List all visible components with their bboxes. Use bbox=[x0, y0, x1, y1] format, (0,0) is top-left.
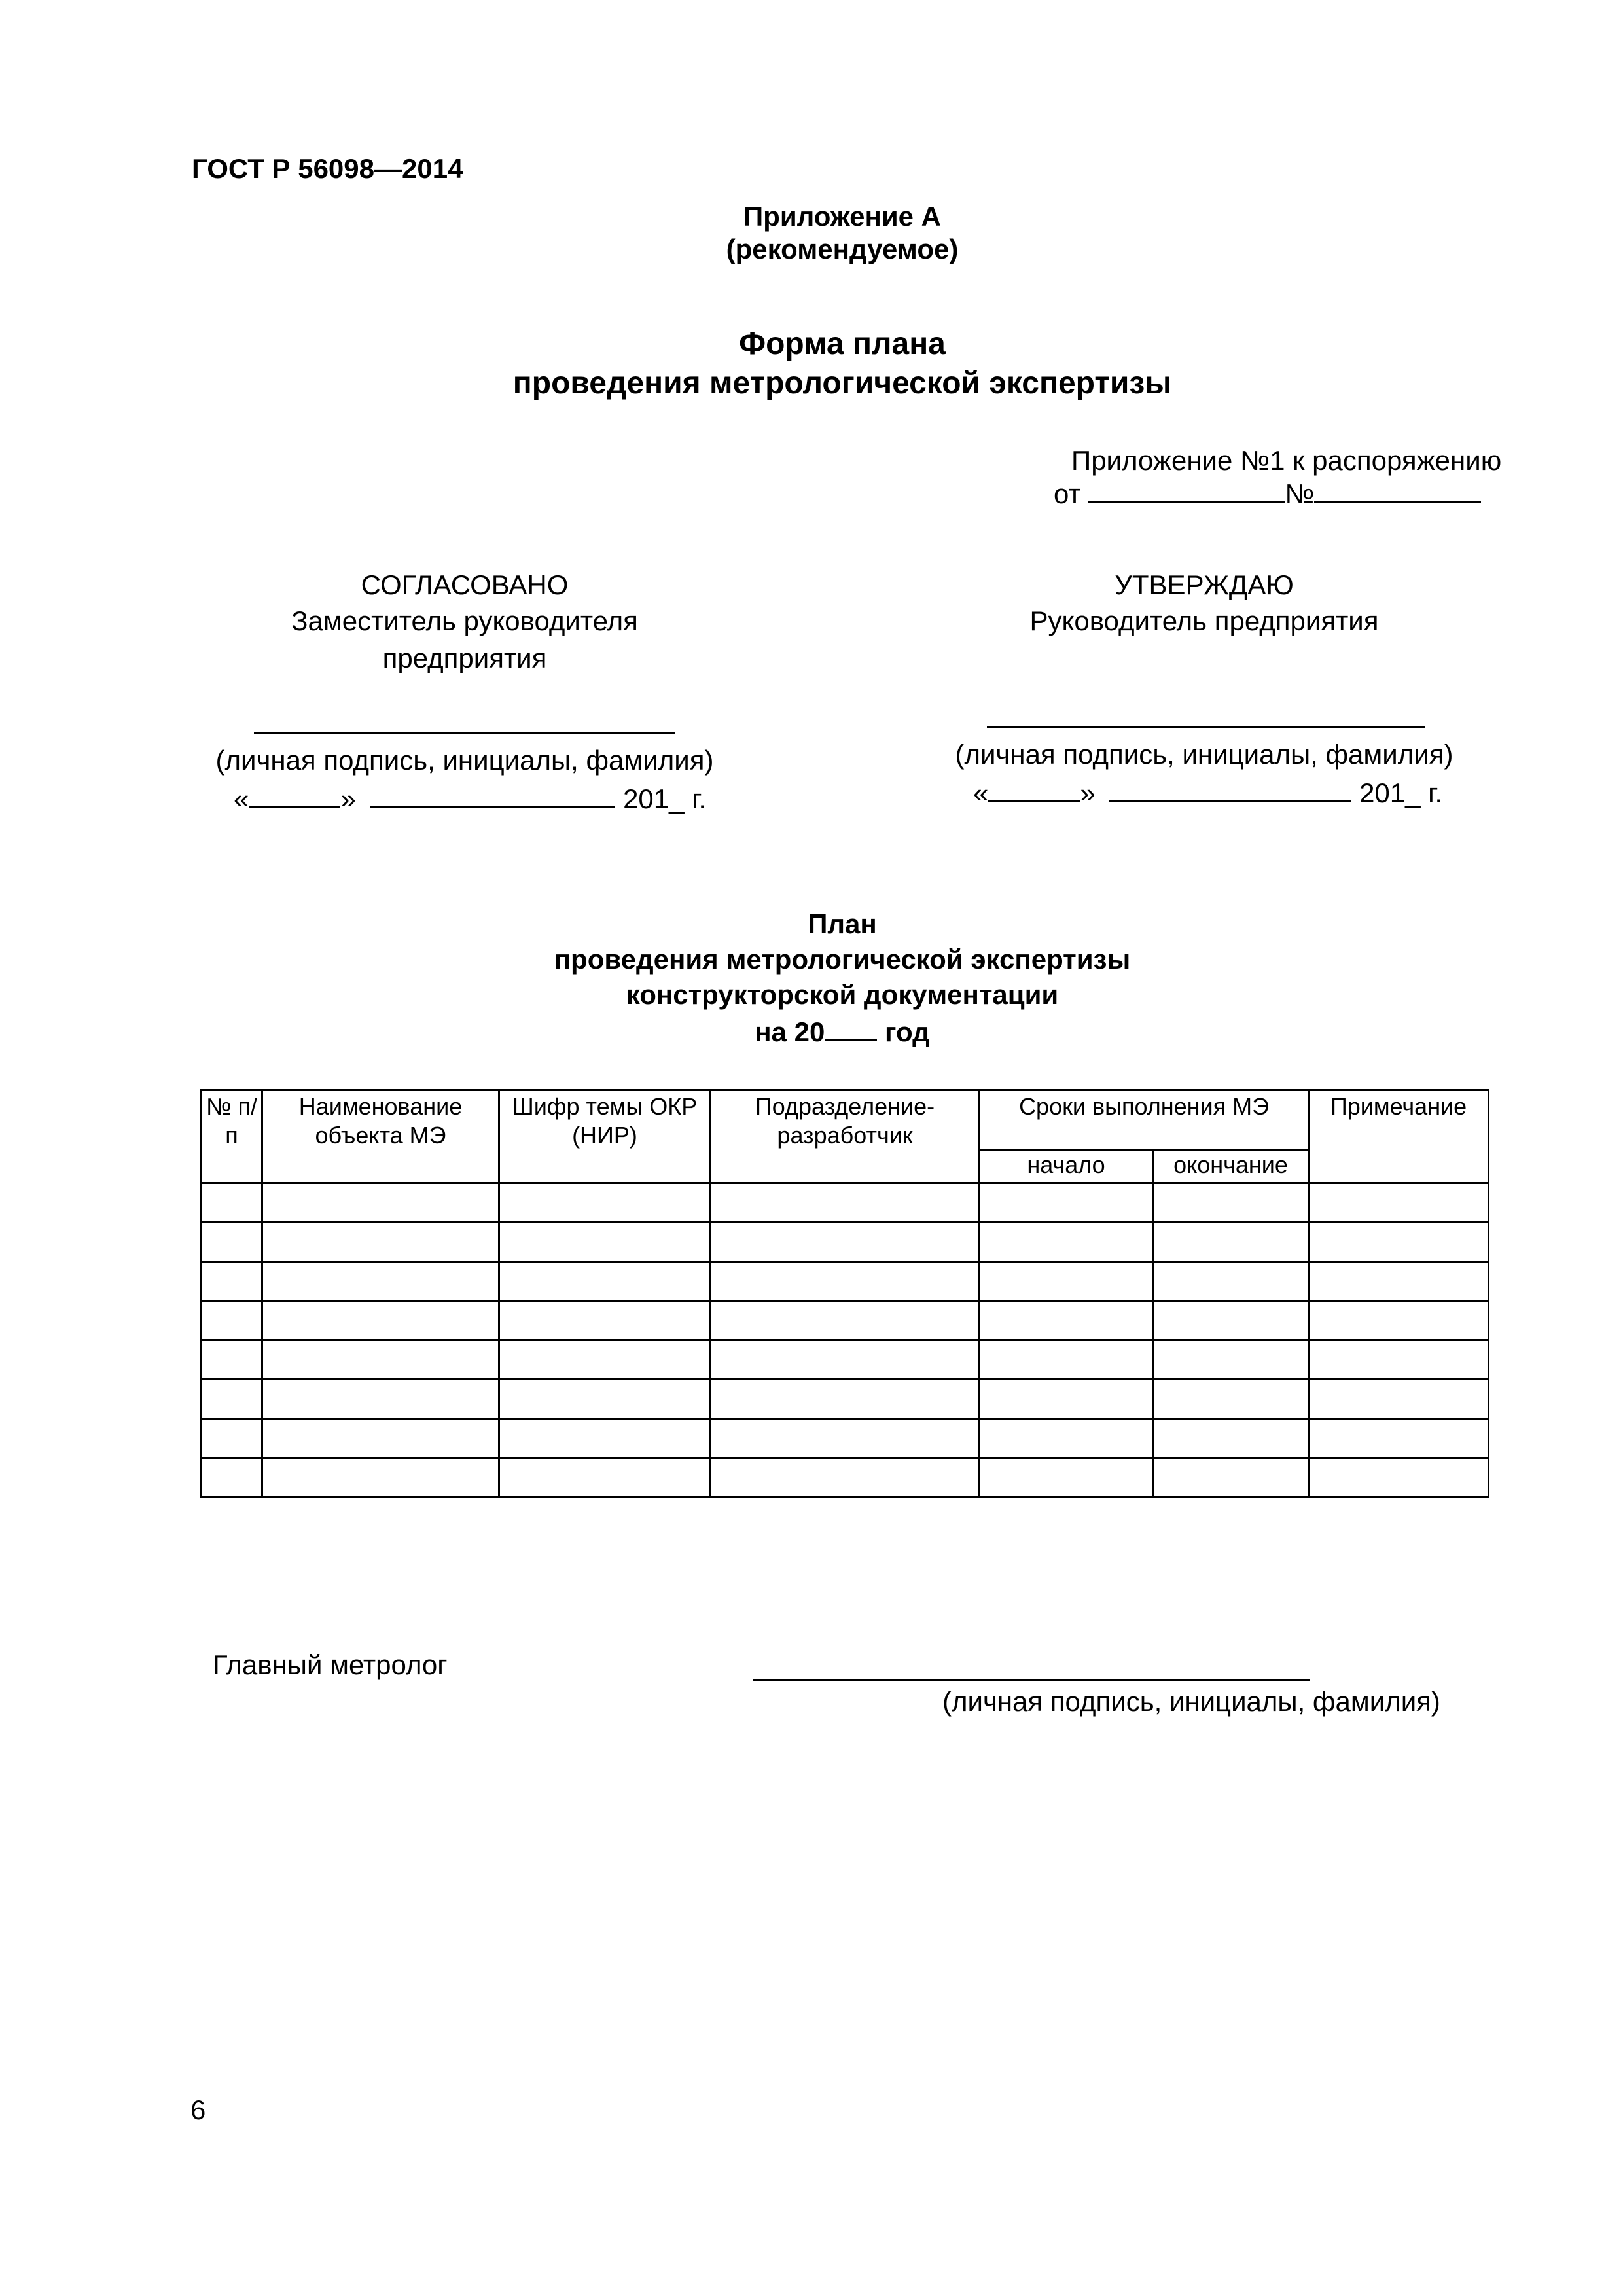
table-row bbox=[202, 1380, 1489, 1419]
order-number-label: № bbox=[1285, 478, 1315, 509]
agreed-day-blank bbox=[249, 780, 340, 808]
agreed-signature-line bbox=[254, 732, 675, 734]
table-cell bbox=[262, 1419, 499, 1458]
approved-signature-line bbox=[987, 726, 1425, 728]
table-cell bbox=[262, 1223, 499, 1262]
agreed-position-line1: Заместитель руководителя bbox=[291, 605, 638, 636]
agreed-signature-caption: (личная подпись, инициалы, фамилия) bbox=[215, 745, 714, 776]
table-cell bbox=[499, 1183, 711, 1223]
table-cell bbox=[980, 1183, 1153, 1223]
table-cell bbox=[711, 1458, 980, 1498]
table-cell bbox=[1309, 1380, 1489, 1419]
table-cell bbox=[1153, 1380, 1309, 1419]
table-cell bbox=[711, 1183, 980, 1223]
agreed-open-quote: « bbox=[234, 783, 249, 814]
table-cell bbox=[980, 1419, 1153, 1458]
table-cell bbox=[1153, 1419, 1309, 1458]
table-cell bbox=[499, 1301, 711, 1340]
table-cell bbox=[202, 1458, 262, 1498]
approved-open-quote: « bbox=[973, 778, 989, 808]
table-cell bbox=[499, 1419, 711, 1458]
metrologist-signature-line bbox=[753, 1679, 1310, 1681]
table-cell bbox=[980, 1301, 1153, 1340]
table-cell bbox=[1309, 1262, 1489, 1301]
plan-year-blank bbox=[825, 1013, 877, 1041]
approved-position: Руководитель предприятия bbox=[1029, 605, 1379, 636]
table-cell bbox=[1153, 1183, 1309, 1223]
chief-metrologist-label: Главный метролог bbox=[213, 1649, 448, 1680]
table-cell bbox=[1309, 1183, 1489, 1223]
table-cell bbox=[262, 1301, 499, 1340]
agreed-heading: СОГЛАСОВАНО bbox=[361, 569, 569, 600]
table-cell bbox=[711, 1223, 980, 1262]
table-cell bbox=[1309, 1223, 1489, 1262]
table-cell bbox=[202, 1380, 262, 1419]
table-cell bbox=[1153, 1301, 1309, 1340]
table-cell bbox=[980, 1223, 1153, 1262]
table-cell bbox=[1153, 1223, 1309, 1262]
table-cell bbox=[711, 1340, 980, 1380]
approved-heading: УТВЕРЖДАЮ bbox=[1115, 569, 1294, 600]
agreed-month-blank bbox=[370, 780, 615, 808]
table-row bbox=[202, 1223, 1489, 1262]
table-cell bbox=[202, 1419, 262, 1458]
header-start: начало bbox=[980, 1150, 1153, 1183]
table-cell bbox=[202, 1183, 262, 1223]
order-date-number bbox=[1054, 475, 1499, 511]
table-cell bbox=[499, 1340, 711, 1380]
approved-year: 201_ г. bbox=[1359, 778, 1443, 808]
table-row bbox=[202, 1183, 1489, 1223]
plan-year-suffix: год bbox=[885, 1016, 930, 1047]
table-cell bbox=[262, 1183, 499, 1223]
approved-signature-caption: (личная подпись, инициалы, фамилия) bbox=[955, 739, 1454, 770]
appendix-status: (рекомендуемое) bbox=[726, 234, 959, 264]
header-department: Подразделение- разработчик bbox=[711, 1090, 980, 1183]
header-number: № п/ п bbox=[202, 1090, 262, 1183]
table-row bbox=[202, 1340, 1489, 1380]
table-cell bbox=[202, 1262, 262, 1301]
table-cell bbox=[499, 1262, 711, 1301]
table-cell bbox=[1309, 1340, 1489, 1380]
approved-month-blank bbox=[1109, 774, 1351, 802]
table-cell bbox=[499, 1458, 711, 1498]
table-cell bbox=[499, 1380, 711, 1419]
agreed-close-quote: » bbox=[340, 783, 356, 814]
table-cell bbox=[711, 1380, 980, 1419]
agreed-year: 201_ г. bbox=[623, 783, 707, 814]
header-topic-code: Шифр темы ОКР (НИР) bbox=[499, 1090, 711, 1183]
table-cell bbox=[1153, 1458, 1309, 1498]
table-cell bbox=[711, 1301, 980, 1340]
document-header: ГОСТ Р 56098—2014 bbox=[192, 153, 463, 184]
plan-table bbox=[200, 1089, 1489, 1498]
plan-title-line3: конструкторской документации bbox=[626, 979, 1059, 1010]
header-end: окончание bbox=[1153, 1150, 1309, 1183]
header-object-name: Наименование объекта МЭ bbox=[262, 1090, 499, 1183]
table-row bbox=[202, 1301, 1489, 1340]
approved-day-blank bbox=[988, 774, 1080, 802]
order-reference: Приложение №1 к распоряжению bbox=[1071, 445, 1502, 476]
table-cell bbox=[980, 1340, 1153, 1380]
appendix-title: Приложение А bbox=[743, 201, 942, 232]
table-cell bbox=[980, 1262, 1153, 1301]
table-cell bbox=[1153, 1262, 1309, 1301]
agreed-date-line bbox=[234, 780, 706, 816]
table-cell bbox=[262, 1340, 499, 1380]
order-date-blank bbox=[1088, 475, 1285, 503]
table-cell bbox=[1309, 1458, 1489, 1498]
plan-title-line4 bbox=[0, 1013, 1623, 1049]
table-row bbox=[202, 1262, 1489, 1301]
table-cell bbox=[262, 1458, 499, 1498]
table-cell bbox=[711, 1262, 980, 1301]
metrologist-signature-caption: (личная подпись, инициалы, фамилия) bbox=[942, 1686, 1440, 1717]
table-cell bbox=[262, 1262, 499, 1301]
plan-year-prefix: на 20 bbox=[755, 1016, 825, 1047]
table-cell bbox=[202, 1301, 262, 1340]
table-cell bbox=[1309, 1419, 1489, 1458]
form-title-line2: проведения метрологической экспертизы bbox=[512, 366, 1172, 401]
table-cell bbox=[980, 1380, 1153, 1419]
table-cell bbox=[202, 1223, 262, 1262]
header-terms: Сроки выполнения МЭ bbox=[980, 1090, 1309, 1150]
agreed-position-line2: предприятия bbox=[382, 643, 547, 673]
table-row bbox=[202, 1419, 1489, 1458]
table-cell bbox=[711, 1419, 980, 1458]
approved-date-line bbox=[973, 774, 1442, 810]
page-number: 6 bbox=[190, 2094, 206, 2125]
table-cell bbox=[1309, 1301, 1489, 1340]
table-cell bbox=[202, 1340, 262, 1380]
table-cell bbox=[980, 1458, 1153, 1498]
plan-table-body bbox=[202, 1183, 1489, 1498]
table-cell bbox=[499, 1223, 711, 1262]
table-cell bbox=[1153, 1340, 1309, 1380]
approved-close-quote: » bbox=[1080, 778, 1096, 808]
plan-title-line1: План bbox=[808, 908, 877, 939]
order-number-blank bbox=[1314, 475, 1481, 503]
plan-title-line2: проведения метрологической экспертизы bbox=[554, 944, 1131, 975]
table-cell bbox=[262, 1380, 499, 1419]
header-note: Примечание bbox=[1309, 1090, 1489, 1183]
order-from-label: от bbox=[1054, 478, 1081, 509]
form-title-line1: Форма плана bbox=[739, 327, 946, 361]
table-row bbox=[202, 1458, 1489, 1498]
